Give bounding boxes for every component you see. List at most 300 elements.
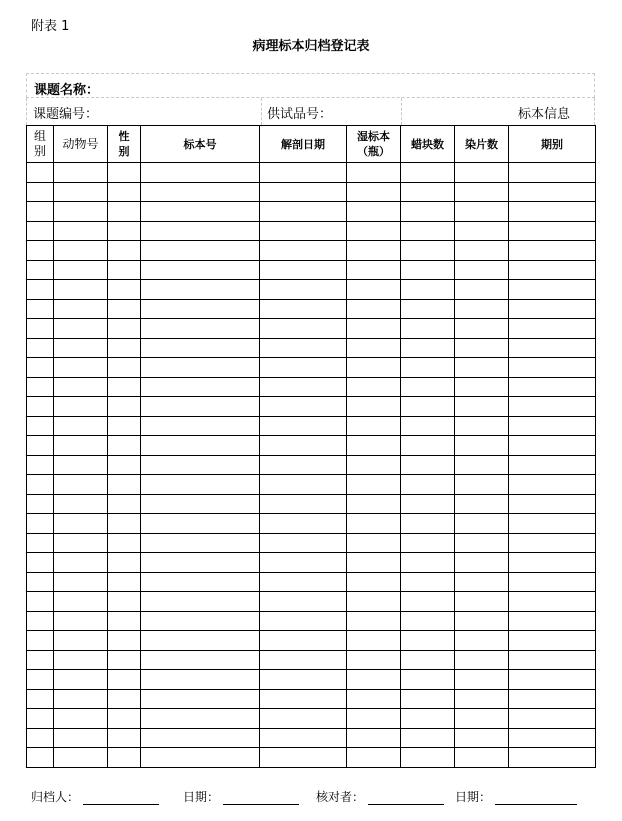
cell-specimen-no[interactable] <box>141 728 260 748</box>
cell-wax-blocks[interactable] <box>401 163 455 183</box>
cell-phase[interactable] <box>509 202 596 222</box>
cell-necropsy-date[interactable] <box>260 533 347 553</box>
cell-group[interactable] <box>27 202 54 222</box>
cell-phase[interactable] <box>509 280 596 300</box>
cell-animal-no[interactable] <box>54 475 108 495</box>
cell-phase[interactable] <box>509 163 596 183</box>
cell-stained-slides[interactable] <box>455 241 509 261</box>
cell-sex[interactable] <box>108 631 141 651</box>
cell-group[interactable] <box>27 533 54 553</box>
cell-sex[interactable] <box>108 182 141 202</box>
cell-animal-no[interactable] <box>54 514 108 534</box>
cell-necropsy-date[interactable] <box>260 689 347 709</box>
cell-phase[interactable] <box>509 494 596 514</box>
cell-stained-slides[interactable] <box>455 650 509 670</box>
cell-wax-blocks[interactable] <box>401 533 455 553</box>
cell-wax-blocks[interactable] <box>401 611 455 631</box>
cell-necropsy-date[interactable] <box>260 416 347 436</box>
cell-stained-slides[interactable] <box>455 689 509 709</box>
cell-specimen-no[interactable] <box>141 455 260 475</box>
cell-sex[interactable] <box>108 397 141 417</box>
cell-group[interactable] <box>27 631 54 651</box>
cell-specimen-no[interactable] <box>141 533 260 553</box>
cell-wet-specimen[interactable] <box>347 455 401 475</box>
cell-sex[interactable] <box>108 475 141 495</box>
cell-necropsy-date[interactable] <box>260 397 347 417</box>
cell-group[interactable] <box>27 709 54 729</box>
cell-phase[interactable] <box>509 182 596 202</box>
cell-animal-no[interactable] <box>54 397 108 417</box>
cell-sex[interactable] <box>108 455 141 475</box>
cell-sex[interactable] <box>108 494 141 514</box>
cell-group[interactable] <box>27 358 54 378</box>
cell-group[interactable] <box>27 319 54 339</box>
cell-animal-no[interactable] <box>54 241 108 261</box>
cell-group[interactable] <box>27 299 54 319</box>
col-header-wax-blocks: 蜡块数 <box>401 126 455 163</box>
cell-wet-specimen[interactable] <box>347 338 401 358</box>
cell-animal-no[interactable] <box>54 592 108 612</box>
cell-necropsy-date[interactable] <box>260 709 347 729</box>
cell-animal-no[interactable] <box>54 163 108 183</box>
cell-wax-blocks[interactable] <box>401 182 455 202</box>
table-row <box>27 689 596 709</box>
cell-wax-blocks[interactable] <box>401 494 455 514</box>
cell-sex[interactable] <box>108 748 141 768</box>
cell-specimen-no[interactable] <box>141 397 260 417</box>
cell-stained-slides[interactable] <box>455 514 509 534</box>
cell-group[interactable] <box>27 650 54 670</box>
archive-date-field <box>183 788 299 805</box>
cell-wet-specimen[interactable] <box>347 260 401 280</box>
cell-phase[interactable] <box>509 592 596 612</box>
cell-wet-specimen[interactable] <box>347 319 401 339</box>
cell-specimen-no[interactable] <box>141 650 260 670</box>
cell-stained-slides[interactable] <box>455 221 509 241</box>
cell-animal-no[interactable] <box>54 650 108 670</box>
cell-wax-blocks[interactable] <box>401 631 455 651</box>
cell-stained-slides[interactable] <box>455 182 509 202</box>
cell-stained-slides[interactable] <box>455 611 509 631</box>
cell-specimen-no[interactable] <box>141 280 260 300</box>
cell-group[interactable] <box>27 397 54 417</box>
registration-form <box>26 73 595 768</box>
cell-wet-specimen[interactable] <box>347 182 401 202</box>
cell-wet-specimen[interactable] <box>347 163 401 183</box>
cell-stained-slides[interactable] <box>455 163 509 183</box>
cell-wet-specimen[interactable] <box>347 475 401 495</box>
cell-wax-blocks[interactable] <box>401 338 455 358</box>
cell-wax-blocks[interactable] <box>401 728 455 748</box>
cell-wet-specimen[interactable] <box>347 728 401 748</box>
cell-necropsy-date[interactable] <box>260 221 347 241</box>
cell-phase[interactable] <box>509 397 596 417</box>
cell-necropsy-date[interactable] <box>260 319 347 339</box>
table-row <box>27 280 596 300</box>
col-header-specimen-no: 标本号 <box>141 126 260 163</box>
cell-wet-specimen[interactable] <box>347 611 401 631</box>
cell-group[interactable] <box>27 455 54 475</box>
cell-specimen-no[interactable] <box>141 709 260 729</box>
cell-animal-no[interactable] <box>54 280 108 300</box>
cell-necropsy-date[interactable] <box>260 592 347 612</box>
cell-animal-no[interactable] <box>54 728 108 748</box>
cell-animal-no[interactable] <box>54 631 108 651</box>
cell-wet-specimen[interactable] <box>347 572 401 592</box>
cell-necropsy-date[interactable] <box>260 280 347 300</box>
archivist-line[interactable] <box>83 790 159 805</box>
cell-specimen-no[interactable] <box>141 163 260 183</box>
cell-necropsy-date[interactable] <box>260 202 347 222</box>
cell-animal-no[interactable] <box>54 436 108 456</box>
cell-wet-specimen[interactable] <box>347 670 401 690</box>
cell-sex[interactable] <box>108 572 141 592</box>
cell-phase[interactable] <box>509 377 596 397</box>
cell-animal-no[interactable] <box>54 553 108 573</box>
cell-sex[interactable] <box>108 611 141 631</box>
cell-phase[interactable] <box>509 221 596 241</box>
cell-specimen-no[interactable] <box>141 416 260 436</box>
cell-animal-no[interactable] <box>54 748 108 768</box>
cell-wet-specimen[interactable] <box>347 533 401 553</box>
cell-sex[interactable] <box>108 709 141 729</box>
cell-phase[interactable] <box>509 358 596 378</box>
cell-wax-blocks[interactable] <box>401 689 455 709</box>
cell-specimen-no[interactable] <box>141 475 260 495</box>
cell-sex[interactable] <box>108 280 141 300</box>
cell-sex[interactable] <box>108 650 141 670</box>
cell-wax-blocks[interactable] <box>401 397 455 417</box>
cell-wax-blocks[interactable] <box>401 221 455 241</box>
cell-phase[interactable] <box>509 748 596 768</box>
cell-necropsy-date[interactable] <box>260 241 347 261</box>
cell-group[interactable] <box>27 416 54 436</box>
cell-stained-slides[interactable] <box>455 728 509 748</box>
table-row <box>27 650 596 670</box>
table-row <box>27 533 596 553</box>
cell-wax-blocks[interactable] <box>401 241 455 261</box>
cell-specimen-no[interactable] <box>141 338 260 358</box>
cell-group[interactable] <box>27 592 54 612</box>
cell-stained-slides[interactable] <box>455 748 509 768</box>
cell-stained-slides[interactable] <box>455 553 509 573</box>
cell-wax-blocks[interactable] <box>401 455 455 475</box>
cell-sex[interactable] <box>108 416 141 436</box>
cell-group[interactable] <box>27 728 54 748</box>
cell-wet-specimen[interactable] <box>347 221 401 241</box>
cell-specimen-no[interactable] <box>141 319 260 339</box>
cell-stained-slides[interactable] <box>455 436 509 456</box>
cell-wax-blocks[interactable] <box>401 280 455 300</box>
cell-phase[interactable] <box>509 631 596 651</box>
cell-necropsy-date[interactable] <box>260 377 347 397</box>
cell-stained-slides[interactable] <box>455 709 509 729</box>
cell-group[interactable] <box>27 494 54 514</box>
cell-wet-specimen[interactable] <box>347 494 401 514</box>
cell-necropsy-date[interactable] <box>260 436 347 456</box>
cell-sex[interactable] <box>108 221 141 241</box>
cell-phase[interactable] <box>509 475 596 495</box>
cell-stained-slides[interactable] <box>455 260 509 280</box>
cell-wax-blocks[interactable] <box>401 650 455 670</box>
cell-animal-no[interactable] <box>54 202 108 222</box>
cell-specimen-no[interactable] <box>141 611 260 631</box>
cell-stained-slides[interactable] <box>455 397 509 417</box>
cell-wet-specimen[interactable] <box>347 689 401 709</box>
cell-group[interactable] <box>27 689 54 709</box>
cell-necropsy-date[interactable] <box>260 572 347 592</box>
cell-sex[interactable] <box>108 436 141 456</box>
cell-necropsy-date[interactable] <box>260 494 347 514</box>
cell-wet-specimen[interactable] <box>347 280 401 300</box>
cell-wax-blocks[interactable] <box>401 670 455 690</box>
cell-animal-no[interactable] <box>54 338 108 358</box>
cell-wet-specimen[interactable] <box>347 202 401 222</box>
cell-specimen-no[interactable] <box>141 494 260 514</box>
cell-sex[interactable] <box>108 202 141 222</box>
cell-sex[interactable] <box>108 514 141 534</box>
cell-specimen-no[interactable] <box>141 592 260 612</box>
cell-wet-specimen[interactable] <box>347 377 401 397</box>
cell-wet-specimen[interactable] <box>347 358 401 378</box>
cell-sex[interactable] <box>108 377 141 397</box>
cell-wax-blocks[interactable] <box>401 436 455 456</box>
archive-date-line[interactable] <box>223 790 299 805</box>
cell-sex[interactable] <box>108 338 141 358</box>
checker-label: 核对者： <box>316 790 365 804</box>
cell-phase[interactable] <box>509 241 596 261</box>
cell-phase[interactable] <box>509 728 596 748</box>
cell-wet-specimen[interactable] <box>347 436 401 456</box>
cell-specimen-no[interactable] <box>141 221 260 241</box>
cell-animal-no[interactable] <box>54 670 108 690</box>
cell-specimen-no[interactable] <box>141 689 260 709</box>
cell-specimen-no[interactable] <box>141 299 260 319</box>
cell-stained-slides[interactable] <box>455 416 509 436</box>
cell-group[interactable] <box>27 241 54 261</box>
cell-wax-blocks[interactable] <box>401 475 455 495</box>
cell-wax-blocks[interactable] <box>401 572 455 592</box>
cell-group[interactable] <box>27 748 54 768</box>
cell-wax-blocks[interactable] <box>401 260 455 280</box>
test-article-cell <box>261 98 401 125</box>
cell-sex[interactable] <box>108 553 141 573</box>
cell-animal-no[interactable] <box>54 260 108 280</box>
cell-animal-no[interactable] <box>54 221 108 241</box>
cell-phase[interactable] <box>509 533 596 553</box>
cell-phase[interactable] <box>509 299 596 319</box>
cell-necropsy-date[interactable] <box>260 182 347 202</box>
cell-group[interactable] <box>27 182 54 202</box>
cell-phase[interactable] <box>509 416 596 436</box>
cell-stained-slides[interactable] <box>455 533 509 553</box>
cell-group[interactable] <box>27 514 54 534</box>
archive-date-label: 日期： <box>183 790 220 804</box>
cell-specimen-no[interactable] <box>141 377 260 397</box>
cell-specimen-no[interactable] <box>141 182 260 202</box>
cell-wet-specimen[interactable] <box>347 709 401 729</box>
cell-stained-slides[interactable] <box>455 338 509 358</box>
cell-wet-specimen[interactable] <box>347 299 401 319</box>
cell-sex[interactable] <box>108 533 141 553</box>
cell-stained-slides[interactable] <box>455 494 509 514</box>
cell-wax-blocks[interactable] <box>401 358 455 378</box>
cell-phase[interactable] <box>509 260 596 280</box>
cell-phase[interactable] <box>509 572 596 592</box>
cell-group[interactable] <box>27 260 54 280</box>
cell-wet-specimen[interactable] <box>347 592 401 612</box>
cell-sex[interactable] <box>108 689 141 709</box>
cell-specimen-no[interactable] <box>141 748 260 768</box>
cell-specimen-no[interactable] <box>141 631 260 651</box>
cell-phase[interactable] <box>509 338 596 358</box>
cell-necropsy-date[interactable] <box>260 299 347 319</box>
cell-specimen-no[interactable] <box>141 514 260 534</box>
cell-group[interactable] <box>27 338 54 358</box>
cell-wax-blocks[interactable] <box>401 319 455 339</box>
cell-animal-no[interactable] <box>54 358 108 378</box>
cell-stained-slides[interactable] <box>455 455 509 475</box>
cell-group[interactable] <box>27 163 54 183</box>
cell-group[interactable] <box>27 611 54 631</box>
cell-wet-specimen[interactable] <box>347 241 401 261</box>
cell-wet-specimen[interactable] <box>347 650 401 670</box>
cell-group[interactable] <box>27 670 54 690</box>
cell-wet-specimen[interactable] <box>347 631 401 651</box>
cell-wax-blocks[interactable] <box>401 514 455 534</box>
cell-wax-blocks[interactable] <box>401 299 455 319</box>
cell-animal-no[interactable] <box>54 299 108 319</box>
cell-phase[interactable] <box>509 689 596 709</box>
cell-sex[interactable] <box>108 163 141 183</box>
cell-animal-no[interactable] <box>54 377 108 397</box>
cell-animal-no[interactable] <box>54 572 108 592</box>
cell-group[interactable] <box>27 436 54 456</box>
cell-group[interactable] <box>27 553 54 573</box>
cell-animal-no[interactable] <box>54 416 108 436</box>
cell-stained-slides[interactable] <box>455 475 509 495</box>
cell-phase[interactable] <box>509 709 596 729</box>
table-row <box>27 319 596 339</box>
cell-necropsy-date[interactable] <box>260 514 347 534</box>
cell-animal-no[interactable] <box>54 182 108 202</box>
cell-necropsy-date[interactable] <box>260 260 347 280</box>
table-row <box>27 455 596 475</box>
checker-line[interactable] <box>368 790 444 805</box>
cell-group[interactable] <box>27 221 54 241</box>
cell-phase[interactable] <box>509 670 596 690</box>
cell-stained-slides[interactable] <box>455 592 509 612</box>
cell-sex[interactable] <box>108 728 141 748</box>
cell-stained-slides[interactable] <box>455 319 509 339</box>
cell-specimen-no[interactable] <box>141 260 260 280</box>
cell-stained-slides[interactable] <box>455 358 509 378</box>
cell-phase[interactable] <box>509 553 596 573</box>
cell-specimen-no[interactable] <box>141 241 260 261</box>
cell-necropsy-date[interactable] <box>260 358 347 378</box>
cell-necropsy-date[interactable] <box>260 631 347 651</box>
cell-animal-no[interactable] <box>54 533 108 553</box>
cell-wet-specimen[interactable] <box>347 553 401 573</box>
cell-phase[interactable] <box>509 319 596 339</box>
cell-wet-specimen[interactable] <box>347 416 401 436</box>
cell-specimen-no[interactable] <box>141 358 260 378</box>
cell-necropsy-date[interactable] <box>260 553 347 573</box>
table-row <box>27 416 596 436</box>
cell-animal-no[interactable] <box>54 709 108 729</box>
cell-wet-specimen[interactable] <box>347 514 401 534</box>
cell-wax-blocks[interactable] <box>401 416 455 436</box>
cell-sex[interactable] <box>108 358 141 378</box>
project-code-cell <box>27 98 261 125</box>
cell-wax-blocks[interactable] <box>401 553 455 573</box>
cell-animal-no[interactable] <box>54 494 108 514</box>
cell-sex[interactable] <box>108 299 141 319</box>
cell-specimen-no[interactable] <box>141 572 260 592</box>
cell-wax-blocks[interactable] <box>401 748 455 768</box>
cell-sex[interactable] <box>108 670 141 690</box>
cell-necropsy-date[interactable] <box>260 475 347 495</box>
cell-specimen-no[interactable] <box>141 670 260 690</box>
cell-sex[interactable] <box>108 319 141 339</box>
cell-stained-slides[interactable] <box>455 202 509 222</box>
cell-wet-specimen[interactable] <box>347 748 401 768</box>
cell-phase[interactable] <box>509 455 596 475</box>
cell-stained-slides[interactable] <box>455 299 509 319</box>
cell-sex[interactable] <box>108 260 141 280</box>
cell-group[interactable] <box>27 475 54 495</box>
cell-wax-blocks[interactable] <box>401 592 455 612</box>
cell-necropsy-date[interactable] <box>260 670 347 690</box>
cell-phase[interactable] <box>509 436 596 456</box>
cell-stained-slides[interactable] <box>455 377 509 397</box>
cell-stained-slides[interactable] <box>455 572 509 592</box>
cell-necropsy-date[interactable] <box>260 338 347 358</box>
annex-label: 附表 1 <box>31 19 70 34</box>
cell-wax-blocks[interactable] <box>401 377 455 397</box>
cell-animal-no[interactable] <box>54 319 108 339</box>
cell-specimen-no[interactable] <box>141 202 260 222</box>
cell-necropsy-date[interactable] <box>260 748 347 768</box>
cell-group[interactable] <box>27 572 54 592</box>
cell-phase[interactable] <box>509 611 596 631</box>
cell-specimen-no[interactable] <box>141 553 260 573</box>
cell-necropsy-date[interactable] <box>260 728 347 748</box>
cell-phase[interactable] <box>509 650 596 670</box>
cell-animal-no[interactable] <box>54 689 108 709</box>
cell-wet-specimen[interactable] <box>347 397 401 417</box>
cell-stained-slides[interactable] <box>455 280 509 300</box>
cell-specimen-no[interactable] <box>141 436 260 456</box>
cell-necropsy-date[interactable] <box>260 650 347 670</box>
cell-necropsy-date[interactable] <box>260 455 347 475</box>
check-date-line[interactable] <box>495 790 577 805</box>
cell-necropsy-date[interactable] <box>260 611 347 631</box>
cell-group[interactable] <box>27 377 54 397</box>
cell-wax-blocks[interactable] <box>401 202 455 222</box>
cell-stained-slides[interactable] <box>455 631 509 651</box>
cell-wax-blocks[interactable] <box>401 709 455 729</box>
table-row <box>27 670 596 690</box>
cell-necropsy-date[interactable] <box>260 163 347 183</box>
cell-animal-no[interactable] <box>54 455 108 475</box>
cell-animal-no[interactable] <box>54 611 108 631</box>
cell-phase[interactable] <box>509 514 596 534</box>
cell-group[interactable] <box>27 280 54 300</box>
cell-sex[interactable] <box>108 241 141 261</box>
cell-sex[interactable] <box>108 592 141 612</box>
cell-stained-slides[interactable] <box>455 670 509 690</box>
